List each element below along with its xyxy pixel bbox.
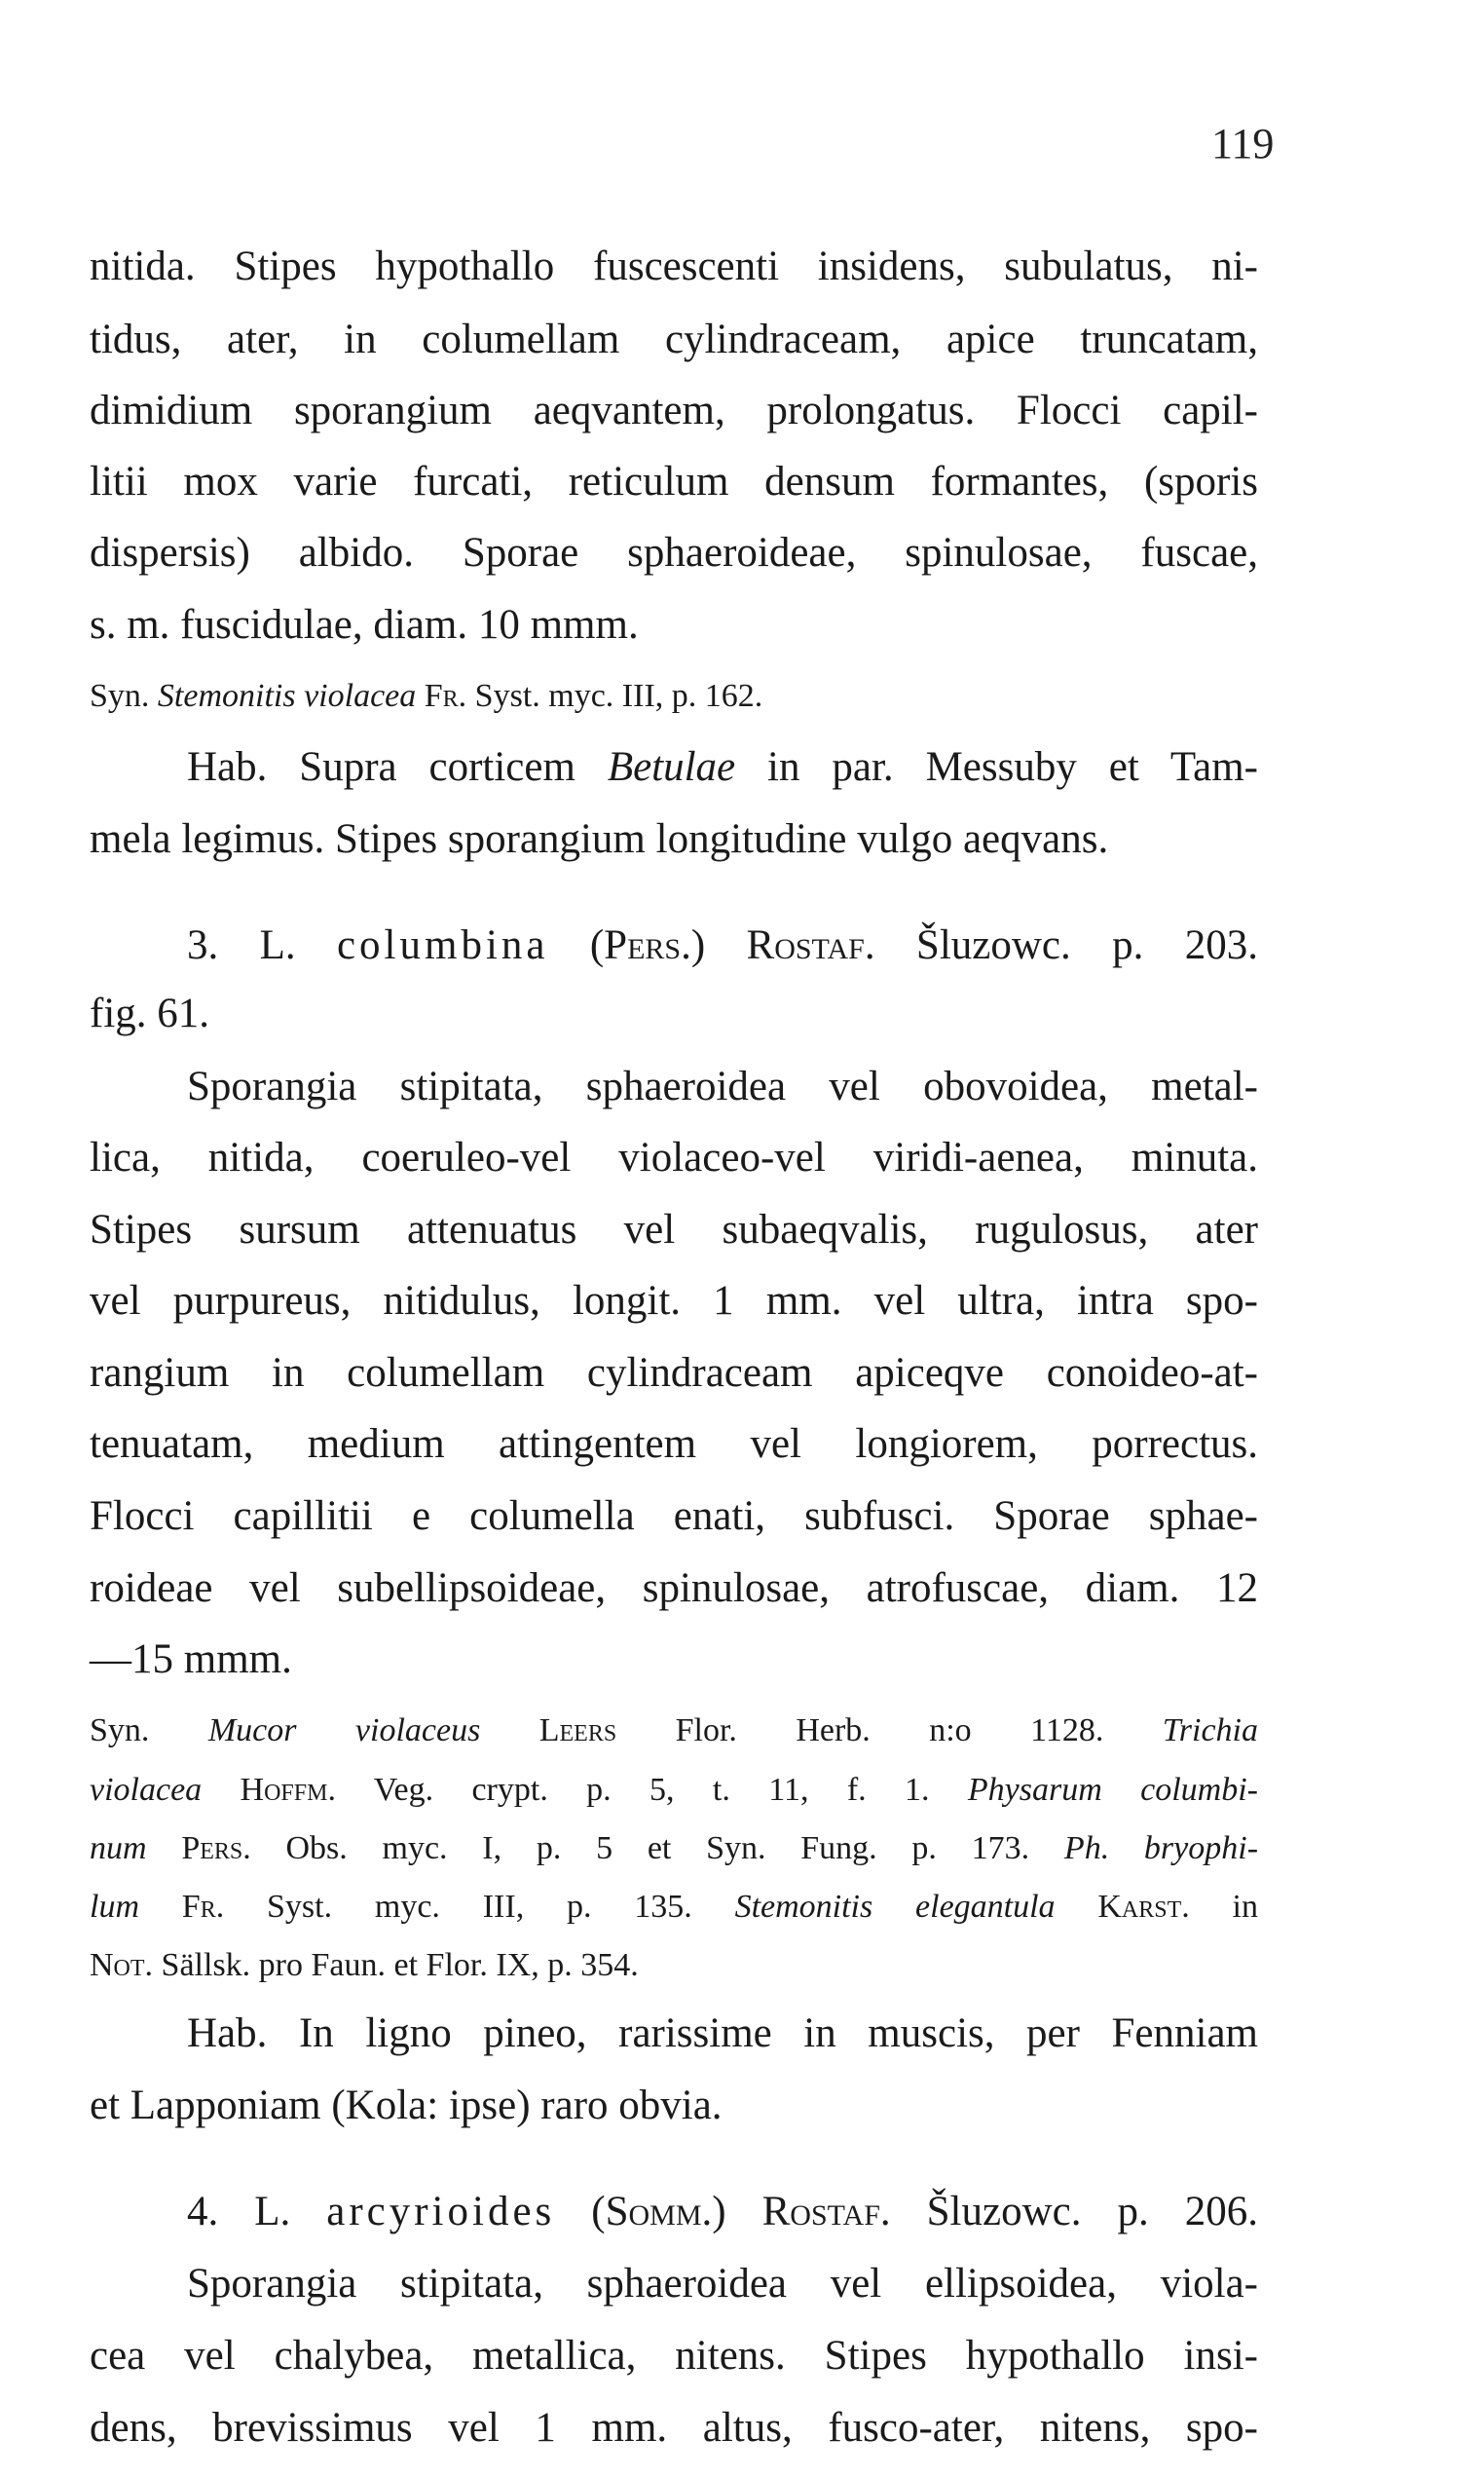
- text-segment: Flor. Herb. n:o 1128.: [616, 1712, 1163, 1748]
- text-line: [90, 1137, 1258, 1179]
- text-segment: Sporangia stipitata, sphaeroidea vel obovoidea, metal-: [187, 1064, 1258, 1109]
- text-segment: Obs. myc. I, p. 5 et Syn. Fung. p. 173.: [250, 1830, 1064, 1866]
- text-segment: mela legimus. Stipes sporangium longitudine vulgo aeqvans.: [90, 816, 1109, 862]
- text-line: [90, 2084, 1258, 2126]
- text-segment: Hoffm.: [240, 1772, 336, 1808]
- text-line: [90, 1567, 1258, 1609]
- text-segment: 4. L.: [187, 2189, 327, 2234]
- text-line: [187, 1066, 1258, 1107]
- text-segment: arcyrioides: [326, 2189, 556, 2234]
- text-segment: Šluzowc. p. 203.: [874, 922, 1258, 968]
- text-line: [90, 532, 1258, 574]
- text-segment: Physarum columbi-: [967, 1772, 1258, 1808]
- text-segment: 3. L.: [187, 922, 337, 968]
- text-line: [187, 2191, 1258, 2233]
- text-line: [90, 1832, 1258, 1865]
- text-segment: columbina: [336, 922, 549, 968]
- text-segment: Betulae: [607, 744, 736, 790]
- text-line: [187, 924, 1258, 966]
- text-line: [90, 461, 1258, 503]
- text-segment: [147, 1830, 182, 1866]
- text-segment: Syn.: [90, 678, 158, 714]
- text-segment: cea vel chalybea, metallica, nitens. Stipes hypothallo insi-: [90, 2333, 1258, 2379]
- text-segment: Fr.: [424, 678, 467, 714]
- text-segment: [139, 1889, 182, 1925]
- text-segment: tenuatam, medium attingentem vel longiorem, porrectus.: [90, 1421, 1258, 1467]
- text-segment: dimidium sporangium aeqvantem, prolongatus. Flocci capil-: [90, 388, 1258, 433]
- text-line: [90, 818, 1258, 860]
- text-segment: Hab. In ligno pineo, rarissime in muscis, per Fenniam: [187, 2010, 1258, 2056]
- text-segment: dispersis) albido. Sporae sphaeroideae, spinulosae, fuscae,: [90, 530, 1258, 576]
- text-segment: Stemonitis elegantula: [734, 1889, 1056, 1925]
- text-segment: Somm.: [605, 2189, 713, 2234]
- text-segment: Trichia: [1162, 1712, 1258, 1748]
- text-segment: et Lapponiam (Kola: ipse) raro obvia.: [90, 2083, 723, 2128]
- text-segment: violacea: [90, 1772, 203, 1808]
- text-line: [90, 319, 1258, 360]
- text-segment: in par. Messuby et Tam-: [735, 744, 1259, 790]
- text-segment: num: [90, 1830, 147, 1866]
- text-segment: [202, 1772, 240, 1808]
- text-segment: [1056, 1889, 1098, 1925]
- text-segment: Karst.: [1097, 1889, 1190, 1925]
- text-line: [90, 1891, 1258, 1924]
- text-segment: Rostaf.: [746, 922, 875, 968]
- text-line: [90, 1423, 1258, 1465]
- text-segment: in: [1189, 1889, 1259, 1925]
- text-segment: fig. 61.: [90, 991, 210, 1036]
- page-number: 119: [1211, 120, 1275, 168]
- text-line: [187, 746, 1258, 788]
- text-line: [90, 245, 1258, 287]
- text-segment: [416, 678, 425, 714]
- text-segment: roideae vel subellipsoideae, spinulosae, atrofuscae, diam. 12: [90, 1565, 1258, 1611]
- text-segment: Hab. Supra corticem: [187, 744, 608, 790]
- text-segment: tidus, ater, in columellam cylindraceam, apice truncatam,: [90, 317, 1258, 362]
- text-segment: lica, nitida, coeruleo-vel violaceo-vel viridi-aenea, minuta.: [90, 1135, 1258, 1181]
- text-line: [90, 1495, 1258, 1537]
- text-segment: —15 mmm.: [90, 1636, 292, 1682]
- text-segment: Syst. myc. III, p. 162.: [466, 678, 763, 714]
- text-segment: Pers.: [604, 922, 691, 968]
- text-line: [90, 1209, 1258, 1251]
- text-segment: Stipes sursum attenuatus vel subaeqvalis, rugulosus, ater: [90, 1207, 1258, 1253]
- text-line: [90, 390, 1258, 432]
- text-segment: Veg. crypt. p. 5, t. 11, f. 1.: [335, 1772, 968, 1808]
- text-segment: Leers: [538, 1712, 617, 1748]
- text-segment: Sporangia stipitata, sphaeroidea vel ellipsoidea, viola-: [187, 2261, 1258, 2307]
- text-line: [90, 1774, 1258, 1807]
- text-segment: (: [555, 2189, 606, 2234]
- text-line: [90, 680, 1258, 713]
- text-segment: [480, 1712, 538, 1748]
- text-segment: Syn.: [90, 1712, 208, 1748]
- text-segment: Šluzowc. p. 206.: [890, 2189, 1258, 2234]
- text-line: [90, 1949, 1258, 1982]
- text-segment: (: [548, 922, 605, 968]
- text-line: [90, 993, 1258, 1034]
- text-line: [90, 1638, 1258, 1680]
- text-segment: vel purpureus, nitidulus, longit. 1 mm. vel ultra, intra spo-: [90, 1278, 1258, 1324]
- text-line: [90, 604, 1258, 646]
- text-segment: Mucor violaceus: [207, 1712, 481, 1748]
- text-line: [90, 1352, 1258, 1394]
- text-segment: lum: [90, 1889, 139, 1925]
- text-segment: nitida. Stipes hypothallo fuscescenti insidens, subulatus, ni-: [90, 244, 1258, 289]
- text-line: [90, 1280, 1258, 1322]
- text-segment: Pers.: [181, 1830, 251, 1866]
- text-segment: Flocci capillitii e columella enati, subfusci. Sporae sphae-: [90, 1493, 1258, 1539]
- text-segment: Ph. bryophi-: [1063, 1830, 1259, 1866]
- text-segment: dens, brevissimus vel 1 mm. altus, fusco-ater, nitens, spo-: [90, 2405, 1258, 2451]
- text-line: [187, 2263, 1258, 2305]
- text-line: [90, 2407, 1258, 2449]
- text-segment: Stemonitis violacea: [157, 678, 417, 714]
- text-segment: Sällsk. pro Faun. et Flor. IX, p. 354.: [153, 1947, 639, 1983]
- text-segment: Rostaf.: [761, 2189, 891, 2234]
- text-segment: Not.: [90, 1947, 154, 1983]
- text-segment: s. m. fuscidulae, diam. 10 mmm.: [90, 602, 639, 648]
- text-segment: ): [712, 2189, 762, 2234]
- text-line: [90, 1714, 1258, 1747]
- text-segment: Fr.: [181, 1889, 225, 1925]
- text-segment: litii mox varie furcati, reticulum densum formantes, (sporis: [90, 459, 1258, 505]
- text-segment: ): [690, 922, 747, 968]
- text-segment: Syst. myc. III, p. 135.: [224, 1889, 735, 1925]
- text-segment: rangium in columellam cylindraceam apiceqve conoideo-at-: [90, 1350, 1258, 1396]
- text-line: [90, 2335, 1258, 2377]
- text-line: [187, 2012, 1258, 2054]
